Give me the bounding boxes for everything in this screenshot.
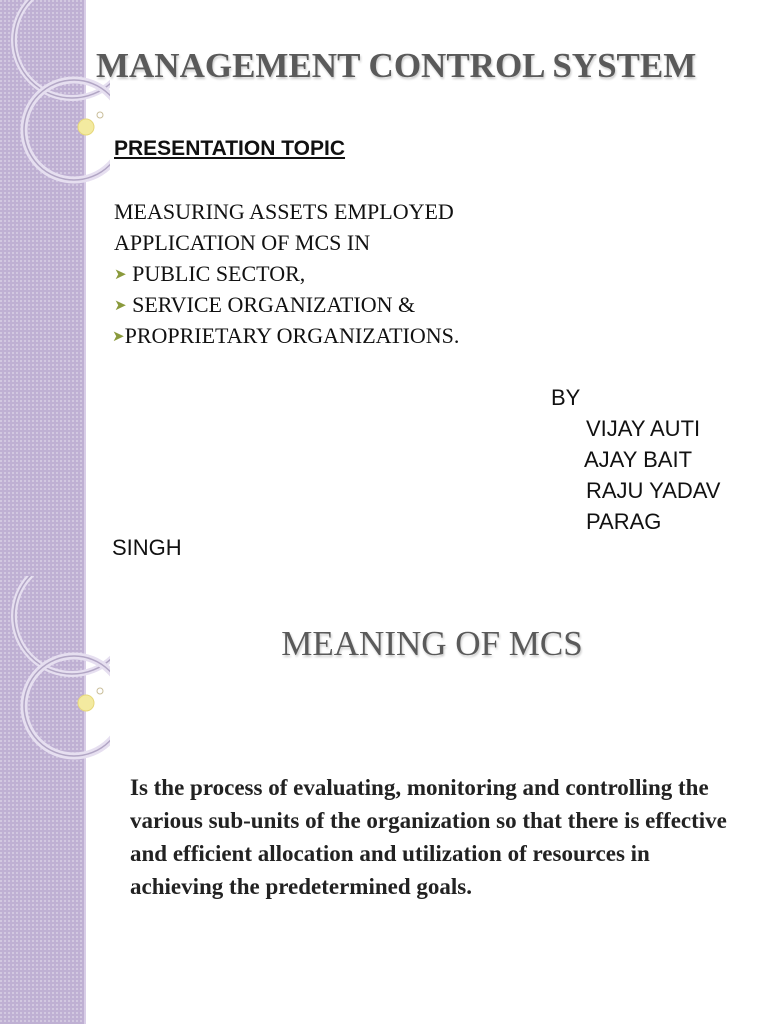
by-label: BY [551,385,581,410]
mcs-definition: Is the process of evaluating, monitoring and controlling the various sub-units of the organization so that there is effective and efficient allocation and utilization of resources in achieving the predetermined goals. [130,775,727,899]
arrow-bullet-icon: ➤ [114,267,127,283]
author-name: RAJU YADAV [586,478,721,503]
arrow-bullet-icon: ➤ [114,298,127,314]
side-band [0,0,86,576]
circle-ring-decoration [0,0,110,200]
topic-line-2: APPLICATION OF MCS IN [114,230,371,255]
topic-line-1: MEASURING ASSETS EMPLOYED [114,199,454,224]
bullet-item-public-sector [114,261,305,287]
author-name-continued: SINGH [112,535,182,560]
author-name: PARAG [586,509,662,534]
bullet-text: PUBLIC SECTOR, [126,261,306,286]
slide-2 [0,576,768,1024]
circle-ring-decoration [0,576,110,776]
slide-title: MANAGEMENT CONTROL SYSTEM [96,46,697,85]
author-name: VIJAY AUTI [586,416,701,441]
author-name: AJAY BAIT [584,447,693,472]
bullet-text: PROPRIETARY ORGANIZATIONS. [124,323,460,348]
bullet-item-service-organization [114,292,415,318]
presentation-topic-heading: PRESENTATION TOPIC [114,137,346,160]
bullet-text: SERVICE ORGANIZATION & [126,292,416,317]
bullet-item-proprietary-organizations [112,323,459,349]
slide-title: MEANING OF MCS [281,624,583,663]
arrow-bullet-icon: ➤ [112,329,125,345]
